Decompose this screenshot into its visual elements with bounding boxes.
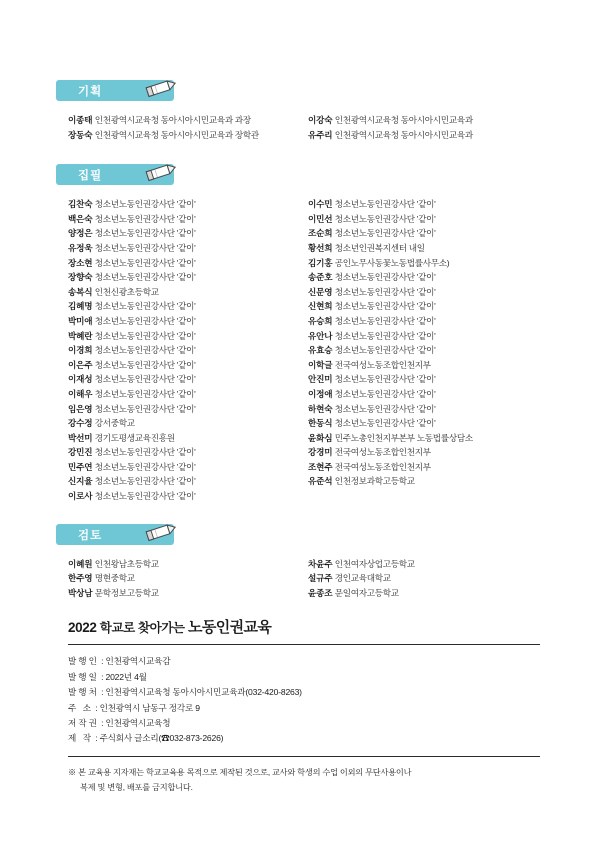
person-name: 이경희 xyxy=(68,345,93,356)
person-name: 황선희 xyxy=(308,242,333,253)
list-item xyxy=(308,387,552,402)
person-affiliation: 청소년노동인권강사단 '같이' xyxy=(334,301,436,312)
list-item xyxy=(308,270,552,285)
person-name: 양정은 xyxy=(68,228,93,239)
list-item xyxy=(308,212,552,227)
person-name: 강수정 xyxy=(68,418,93,429)
person-affiliation: 청소년노동인권강사단 '같이' xyxy=(94,345,196,356)
person-name: 장소현 xyxy=(68,257,93,268)
list-item xyxy=(68,270,304,285)
colophon-key: 저작권 xyxy=(68,718,99,729)
list-item xyxy=(308,299,552,314)
person-affiliation: 청소년노동인권강사단 '같이' xyxy=(334,330,436,341)
person-affiliation: 청소년노동인권강사단 '같이' xyxy=(334,272,436,283)
list-item xyxy=(308,445,552,460)
planning-left-column xyxy=(56,113,304,142)
colophon-row: 저작권 : 인천광역시교육청 xyxy=(68,718,171,729)
pencil-icon xyxy=(142,519,182,545)
person-name: 차윤주 xyxy=(308,558,333,569)
planning-columns xyxy=(56,113,552,142)
person-affiliation: 민주노총인천지부본부 노동법률상담소 xyxy=(334,432,473,443)
list-item xyxy=(308,474,552,489)
person-affiliation: 청소년노동인권강사단 '같이' xyxy=(334,228,436,239)
list-item xyxy=(68,197,304,212)
list-item xyxy=(308,285,552,300)
person-affiliation: 인천정보과학고등학교 xyxy=(334,476,415,487)
list-item xyxy=(308,402,552,417)
person-affiliation: 청소년노동인권강사단 '같이' xyxy=(94,301,196,312)
person-affiliation: 강서중학교 xyxy=(94,418,135,429)
colophon-title xyxy=(68,616,540,637)
list-item xyxy=(68,460,304,475)
person-affiliation: 청소년노동인권강사단 '같이' xyxy=(94,388,196,399)
review-columns xyxy=(56,557,552,601)
person-name: 민주연 xyxy=(68,461,93,472)
person-name: 박선미 xyxy=(68,432,93,443)
notice-line-2: 복제 및 변형, 배포를 금지합니다. xyxy=(80,782,193,792)
person-name: 이강숙 xyxy=(308,115,333,125)
person-affiliation: 경인교육대학교 xyxy=(334,573,391,584)
person-affiliation: 인천광역시교육청 동아시아시민교육과 장학관 xyxy=(94,129,259,140)
person-name: 이혜원 xyxy=(68,558,93,569)
person-name: 박미애 xyxy=(68,315,93,326)
person-affiliation: 청소년노동인권강사단 '같이' xyxy=(334,286,436,297)
list-item xyxy=(68,256,304,271)
colophon-year: 2022 xyxy=(68,620,97,636)
person-name: 조순희 xyxy=(308,228,333,239)
person-affiliation: 청소년노동인권강사단 '같이' xyxy=(94,491,196,502)
list-item xyxy=(68,212,304,227)
person-name: 유안나 xyxy=(308,330,333,341)
colophon-value: 주식회사 글소리(☎032-873-2626) xyxy=(99,733,224,744)
section-header-review xyxy=(56,524,186,545)
list-item xyxy=(308,586,552,601)
section-header-writing xyxy=(56,164,186,185)
list-item xyxy=(308,197,552,212)
person-name: 이은주 xyxy=(68,359,93,370)
person-affiliation: 청소년노동인권강사단 '같이' xyxy=(94,374,196,385)
person-name: 장동숙 xyxy=(68,129,93,140)
person-name: 김혜명 xyxy=(68,301,93,312)
person-name: 조현주 xyxy=(308,461,333,472)
person-name: 강민진 xyxy=(68,447,93,458)
person-affiliation: 청소년노동인권강사단 '같이' xyxy=(334,315,436,326)
person-name: 임은영 xyxy=(68,403,93,414)
person-affiliation: 명현중학교 xyxy=(94,573,135,584)
pencil-icon xyxy=(142,159,182,185)
person-name: 유주리 xyxy=(308,129,333,140)
person-affiliation: 인천광역시교육청 동아시아시민교육과 과장 xyxy=(94,115,251,125)
colophon-value: 인천광역시교육청 xyxy=(105,718,171,729)
section-review xyxy=(56,524,552,601)
writing-left-column xyxy=(56,197,304,503)
list-item xyxy=(308,416,552,431)
person-affiliation: 청소년노동인권강사단 '같이' xyxy=(94,359,196,370)
colophon-main-title: 노동인권교육 xyxy=(187,619,272,637)
person-name: 설규주 xyxy=(308,573,333,584)
list-item xyxy=(308,314,552,329)
person-affiliation: 전국여성노동조합인천지부 xyxy=(334,359,431,370)
notice-line-1: ※ 본 교육용 지자재는 학교교육용 목적으로 제작된 것으로, 교사와 학생의 수업 이외의 무단사용이나 xyxy=(68,767,412,777)
colophon-subtitle: 학교로 찾아가는 xyxy=(99,621,185,636)
list-item xyxy=(308,113,552,128)
person-name: 하현숙 xyxy=(308,403,333,414)
colophon-row: 주 소 : 인천광역시 남동구 정각로 9 xyxy=(68,702,200,713)
person-name: 장향숙 xyxy=(68,272,93,283)
colophon-key: 발행인 xyxy=(68,656,99,667)
person-name: 이정애 xyxy=(308,388,333,399)
divider xyxy=(68,644,540,645)
person-affiliation: 청소년노동인권강사단 '같이' xyxy=(334,374,436,385)
copyright-notice xyxy=(68,765,540,795)
list-item xyxy=(68,329,304,344)
person-affiliation: 청소년노동인권강사단 '같이' xyxy=(334,199,436,210)
list-item xyxy=(308,343,552,358)
person-affiliation: 청소년노동인권강사단 '같이' xyxy=(94,228,196,239)
person-affiliation: 문일여자고등학교 xyxy=(334,587,399,598)
person-affiliation: 청소년노동인권강사단 '같이' xyxy=(94,257,196,268)
person-name: 박상남 xyxy=(68,587,93,598)
person-affiliation: 청소년인권복지센터 내일 xyxy=(334,242,425,253)
person-name: 신지율 xyxy=(68,476,93,487)
person-affiliation: 전국여성노동조합인천지부 xyxy=(334,447,431,458)
list-item xyxy=(68,416,304,431)
person-affiliation: 청소년노동인권강사단 '같이' xyxy=(94,461,196,472)
section-label-review: 검토 xyxy=(78,529,103,542)
person-name: 유승희 xyxy=(308,315,333,326)
list-item xyxy=(68,489,304,504)
review-right-column xyxy=(304,557,552,601)
list-item xyxy=(68,358,304,373)
person-affiliation: 인천광역시교육청 동아시아시민교육과 xyxy=(334,115,473,125)
person-name: 신문영 xyxy=(308,286,333,297)
person-name: 이재성 xyxy=(68,374,93,385)
list-item xyxy=(308,571,552,586)
list-item xyxy=(68,343,304,358)
person-name: 윤화심 xyxy=(308,432,333,443)
person-name: 이학글 xyxy=(308,359,333,370)
colophon-key: 발행처 xyxy=(68,687,99,698)
colophon-value: 2022년 4월 xyxy=(105,671,147,682)
person-name: 한동식 xyxy=(308,418,333,429)
list-item xyxy=(68,299,304,314)
person-name: 김찬숙 xyxy=(68,199,93,210)
person-affiliation: 전국여성노동조합인천지부 xyxy=(334,461,431,472)
section-header-planning xyxy=(56,80,186,101)
colophon-row: 제 작 : 주식회사 글소리(☎032-873-2626) xyxy=(68,733,224,744)
list-item xyxy=(308,372,552,387)
pencil-icon xyxy=(142,75,182,101)
colophon-key: 발행일 xyxy=(68,671,99,682)
person-name: 유정욱 xyxy=(68,242,93,253)
list-item xyxy=(308,226,552,241)
list-item xyxy=(68,431,304,446)
person-affiliation: 청소년노동인권강사단 '같이' xyxy=(334,213,436,224)
list-item xyxy=(68,285,304,300)
colophon-row: 발행인 : 인천광역시교육감 xyxy=(68,656,171,667)
list-item xyxy=(308,329,552,344)
colophon-key: 제 작 xyxy=(68,733,93,744)
section-label-writing: 집필 xyxy=(78,170,103,183)
colophon xyxy=(56,616,552,794)
person-name: 이수민 xyxy=(308,199,333,210)
person-name: 이해우 xyxy=(68,388,93,399)
person-name: 송준호 xyxy=(308,272,333,283)
person-name: 윤종조 xyxy=(308,587,333,598)
colophon-key: 주 소 xyxy=(68,702,93,713)
list-item xyxy=(68,586,304,601)
colophon-value: 인천광역시 남동구 정각로 9 xyxy=(99,702,200,713)
person-name: 유준석 xyxy=(308,476,333,487)
list-item xyxy=(68,402,304,417)
person-affiliation: 인천왕남초등학교 xyxy=(94,558,159,569)
person-affiliation: 청소년노동인권강사단 '같이' xyxy=(94,199,196,210)
list-item xyxy=(68,128,304,143)
planning-right-column xyxy=(304,113,552,142)
list-item xyxy=(308,241,552,256)
section-writing xyxy=(56,164,552,503)
person-name: 이로사 xyxy=(68,491,93,502)
list-item xyxy=(308,557,552,572)
list-item xyxy=(68,314,304,329)
section-label-planning: 기획 xyxy=(78,86,103,98)
person-name: 이종태 xyxy=(68,115,93,125)
person-affiliation: 인천광역시교육청 동아시아시민교육과 xyxy=(334,129,473,140)
person-affiliation: 인천여자상업고등학교 xyxy=(334,558,415,569)
person-affiliation: 청소년노동인권강사단 '같이' xyxy=(94,476,196,487)
person-affiliation: 청소년노동인권강사단 '같이' xyxy=(94,447,196,458)
person-affiliation: 청소년노동인권강사단 '같이' xyxy=(334,403,436,414)
list-item xyxy=(68,474,304,489)
person-name: 안진미 xyxy=(308,374,333,385)
person-affiliation: 청소년노동인권강사단 '같이' xyxy=(94,213,196,224)
person-affiliation: 청소년노동인권강사단 '같이' xyxy=(94,272,196,283)
list-item xyxy=(68,226,304,241)
person-name: 신현희 xyxy=(308,301,333,312)
person-name: 강경미 xyxy=(308,447,333,458)
list-item xyxy=(68,372,304,387)
person-affiliation: 청소년노동인권강사단 '같이' xyxy=(94,315,196,326)
person-affiliation: 청소년노동인권강사단 '같이' xyxy=(334,388,436,399)
list-item xyxy=(308,128,552,143)
colophon-row: 발행처 : 인천광역시교육청 동아시아시민교육과(032-420-8263) xyxy=(68,687,302,698)
list-item xyxy=(68,445,304,460)
person-affiliation: 청소년노동인권강사단 '같이' xyxy=(334,345,436,356)
review-left-column xyxy=(56,557,304,601)
list-item xyxy=(68,387,304,402)
colophon-value: 인천광역시교육청 동아시아시민교육과(032-420-8263) xyxy=(105,687,302,698)
person-name: 한주영 xyxy=(68,573,93,584)
person-affiliation: 문학정보고등학교 xyxy=(94,587,159,598)
person-affiliation: 청소년노동인권강사단 '같이' xyxy=(94,330,196,341)
person-name: 이민선 xyxy=(308,213,333,224)
person-affiliation: 청소년노동인권강사단 '같이' xyxy=(94,242,196,253)
colophon-value: 인천광역시교육감 xyxy=(105,656,171,667)
list-item xyxy=(68,241,304,256)
divider xyxy=(68,756,540,757)
person-affiliation: 공인노무사동꽃노동법률사무소) xyxy=(334,257,450,268)
list-item xyxy=(68,557,304,572)
person-affiliation: 청소년노동인권강사단 '같이' xyxy=(94,403,196,414)
person-affiliation: 경기도평생교육진흥원 xyxy=(94,432,175,443)
person-name: 유효승 xyxy=(308,345,333,356)
person-name: 송복식 xyxy=(68,286,93,297)
writing-right-column xyxy=(304,197,552,503)
person-name: 박혜란 xyxy=(68,330,93,341)
person-name: 백은숙 xyxy=(68,213,93,224)
writing-columns xyxy=(56,197,552,503)
list-item xyxy=(308,256,552,271)
colophon-row: 발행일 : 2022년 4월 xyxy=(68,671,147,682)
person-name: 김기홍 xyxy=(308,257,333,268)
list-item xyxy=(308,460,552,475)
section-planning xyxy=(56,80,552,142)
list-item xyxy=(308,431,552,446)
person-affiliation: 인천신광초등학교 xyxy=(94,286,159,297)
list-item xyxy=(68,113,304,128)
person-affiliation: 청소년노동인권강사단 '같이' xyxy=(334,418,436,429)
list-item xyxy=(308,358,552,373)
list-item xyxy=(68,571,304,586)
